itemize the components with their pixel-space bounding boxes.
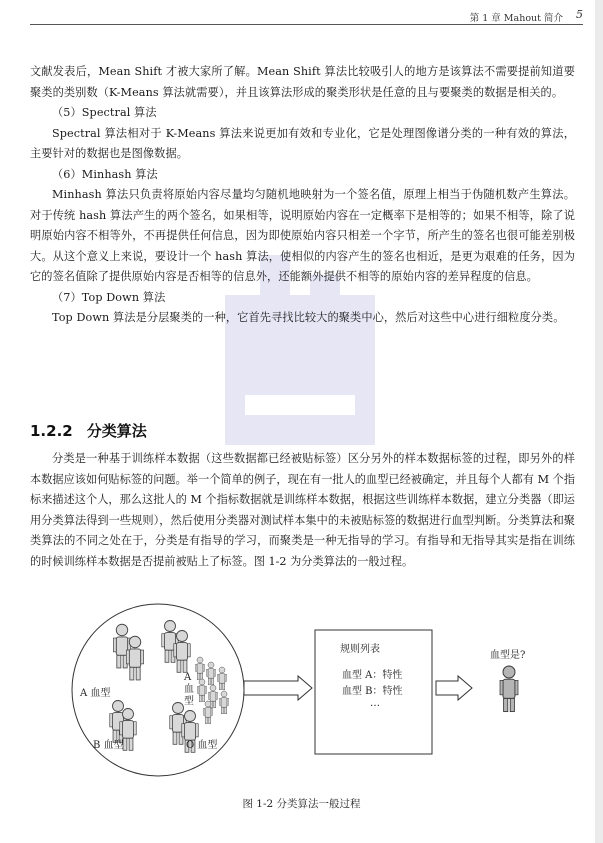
section-title: 分类算法 xyxy=(86,422,147,440)
query-label: 血型是? xyxy=(490,650,526,661)
figure-caption: 图 1-2 分类算法一般过程 xyxy=(242,798,361,810)
paragraph-classification: 分类是一种基于训练样本数据（这些数据都已经被贴标签）区分另外的样本数据标签的过程，即另外的样本数据应该如何贴标签的问题。举一个简单的例子，现在有一批人的血型已经被确定，并且每个人都有 M 个指标来描述这个人，那么这批人的 M 个指标数据就是训练样本数据，根据这些训练样本数据，建立分类器（即运用分类算法得到一些规则），然后使用分类器对测试样本集中的未被贴标签的数据进行血型判断。分类算法和聚类算法的不同之处在于，分类是有指导的学习，而聚类是一种无指导的学习。有指导和无指导其实是指在训练的时候训练样本数据是否提前被贴上了标签。图 1-2 为分类算法的一般过程。 xyxy=(30,452,575,568)
rule-item-b: 血型 B：特性 xyxy=(342,686,403,697)
arrow-right-icon xyxy=(244,676,312,700)
subhead-topdown: （7）Top Down 算法 xyxy=(52,290,166,304)
chapter-title: 第 1 章 Mahout 简介 xyxy=(469,13,563,24)
section-body xyxy=(30,449,575,572)
arrow-right-icon xyxy=(436,676,472,700)
page-number: 5 xyxy=(576,8,583,21)
label-a-type: A 血型 xyxy=(80,688,111,699)
section-heading xyxy=(30,420,147,441)
subhead-minhash: （6）Minhash 算法 xyxy=(52,167,158,181)
rule-list-title: 规则列表 xyxy=(340,644,380,655)
paragraph-topdown: Top Down 算法是分层聚类的一种，它首先寻找比较大的聚类中心，然后对这些中心进行细粒度分类。 xyxy=(52,311,565,324)
running-header xyxy=(30,8,583,25)
rule-item-a: 血型 A：特性 xyxy=(342,670,403,681)
paragraph-cont: 文献发表后，Mean Shift 才被大家所了解。Mean Shift 算法比较吸引人的地方是该算法不需要提前知道要聚类的类别数（K-Means 算法就需要），并且该算法形成的聚类形状是任意的且与要聚类的数据是相关的。 xyxy=(30,65,575,99)
label-ab-line2: 血 xyxy=(184,684,194,695)
section-number: 1.2.2 xyxy=(30,422,73,440)
unknown-person-icon xyxy=(500,666,518,712)
body-text xyxy=(30,62,575,329)
subhead-spectral: （5）Spectral 算法 xyxy=(52,106,157,119)
label-ab-line1: A xyxy=(184,672,192,683)
paragraph-minhash: Minhash 算法只负责将原始内容尽量均匀随机地映射为一个签名值，原理上相当于伪随机数产生算法。对于传统 hash 算法产生的两个签名，如果相等，说明原始内容在一定概率下是相等的；如果不相等，除了说明原始内容不相等外，不再提供任何信息，因为即使原始内容只相差一个字节，所产生的签名也很可能差别极大。从这个意义上来说，要设计一个 hash 算法，使相似的内容产生的签名也相近，是更为艰难的任务，因为它的签名值除了提供原始内容是否相等的信息外，还能额外提供不相等的原始内容的差异程度的信息。 xyxy=(30,188,575,283)
rule-item-more: … xyxy=(370,698,380,709)
label-o-type: O 血型 xyxy=(186,740,218,751)
label-ab-line3: 型 xyxy=(184,696,194,707)
paragraph-spectral: Spectral 算法相对于 K-Means 算法来说更加有效和专业化，它是处理图像谱分类的一种有效的算法，主要针对的数据也是图像数据。 xyxy=(30,126,575,160)
label-b-type: B 血型 xyxy=(93,740,124,751)
